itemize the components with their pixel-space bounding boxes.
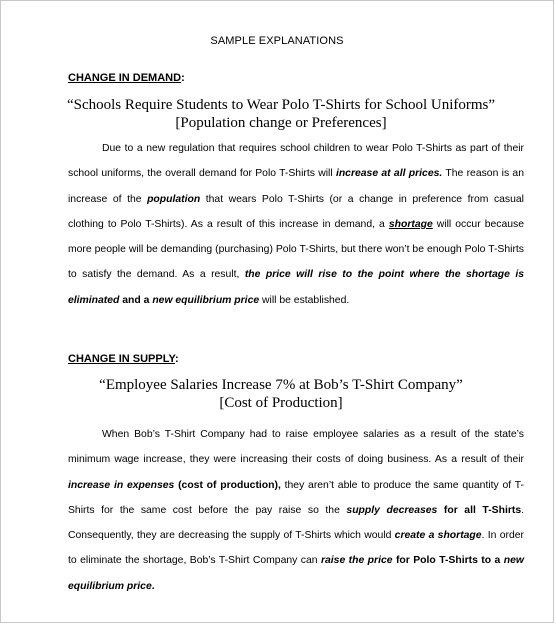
supply-text-cost: (cost of production), bbox=[174, 479, 281, 491]
demand-headline-subtitle: [Population change or Preferences] bbox=[175, 115, 387, 131]
supply-emph-equilibrium: new equilibrium price bbox=[68, 555, 524, 592]
demand-emph-price-rise: the price will rise to the point where the shortage is eliminated bbox=[68, 269, 525, 306]
document-title: SAMPLE EXPLANATIONS bbox=[210, 35, 344, 47]
supply-headline bbox=[41, 376, 521, 412]
demand-heading-text: CHANGE IN DEMAND bbox=[68, 72, 182, 84]
demand-text-6: will occur because more people will be demanding (purchasing) Polo T-Shirts, but there won’t be enough Polo T-Shirts to satisfy the demand. As a result, bbox=[68, 218, 524, 281]
supply-heading-text: CHANGE IN SUPPLY bbox=[68, 353, 175, 365]
supply-text-8: . In order to eliminate the shortage, Bob’s T-Shirt Company can bbox=[68, 530, 524, 567]
demand-heading-colon: : bbox=[181, 72, 185, 84]
demand-emph-equilibrium: new equilibrium price bbox=[152, 294, 260, 306]
supply-emph-raise-price: raise the price bbox=[320, 555, 393, 567]
supply-headline-title: “Employee Salaries Increase 7% at Bob’s T-Shirt Company” bbox=[99, 377, 463, 393]
supply-heading bbox=[68, 353, 179, 365]
supply-emph-expenses: increase in expenses bbox=[68, 479, 175, 491]
supply-text-10: for Polo T-Shirts to a bbox=[392, 555, 504, 567]
demand-emph-shortage: shortage bbox=[388, 218, 433, 230]
supply-headline-subtitle: [Cost of Production] bbox=[219, 395, 343, 411]
demand-text-0: Due to a new regulation that requires school children to wear Polo T-Shirts as part of their school uniforms, the overall demand for Polo T-Shirts will bbox=[68, 143, 524, 180]
supply-text-3: they aren’t able to produce the same quantity of T-Shirts for the same cost before the pay raise so the bbox=[68, 479, 524, 516]
demand-paragraph bbox=[68, 136, 524, 313]
demand-headline-title: “Schools Require Students to Wear Polo T-Shirts for School Uniforms” bbox=[66, 97, 496, 113]
demand-text-4: that wears Polo T-Shirts (or a change in preference from casual clothing to Polo T-Shirts). As a result of this increase in demand, a bbox=[68, 193, 524, 230]
supply-emph-supply-decreases: supply decreases bbox=[346, 504, 438, 516]
supply-paragraph bbox=[68, 422, 524, 599]
demand-text-8: and a bbox=[119, 294, 153, 306]
supply-heading-colon: : bbox=[174, 353, 179, 365]
demand-headline bbox=[41, 96, 521, 132]
demand-heading bbox=[68, 72, 185, 84]
demand-emph-population: population bbox=[147, 193, 201, 205]
demand-emph-increase: increase at all prices. bbox=[335, 168, 443, 180]
supply-emph-shortage: create a shortage bbox=[394, 530, 482, 542]
supply-text-6: . Consequently, they are decreasing the supply of T-Shirts which would bbox=[68, 504, 525, 542]
supply-text-all-tshirts: for all T-Shirts bbox=[437, 504, 522, 516]
demand-text-2: The reason is an increase of the bbox=[68, 168, 524, 205]
demand-text-10: will be established. bbox=[259, 294, 350, 306]
supply-text-0: When Bob’s T-Shirt Company had to raise employee salaries as a result of the state’s minimum wage increase, they were increasing their costs of doing business. As a result of their bbox=[68, 429, 524, 466]
supply-text-12: . bbox=[151, 580, 155, 592]
